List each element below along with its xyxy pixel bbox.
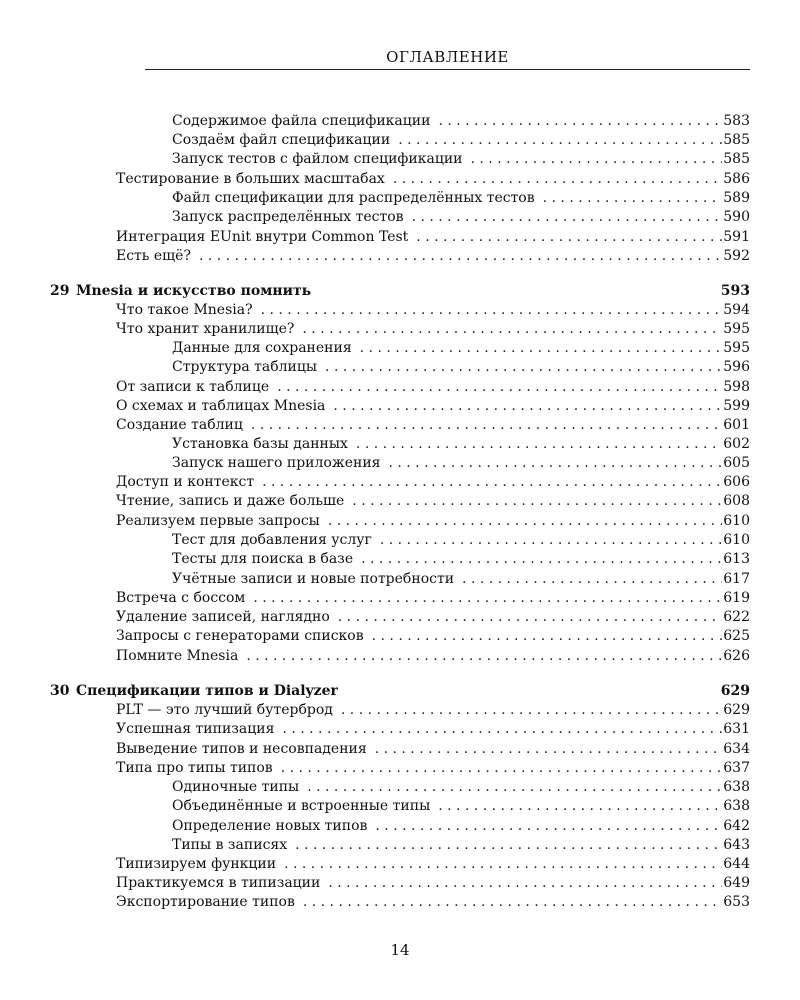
entry-page-number: 591: [723, 229, 750, 245]
dot-leader: [317, 358, 722, 377]
dot-leader: [330, 608, 722, 627]
entry-page-number: 602: [723, 436, 750, 452]
entry-title: Практикуемся в типизации: [116, 875, 321, 891]
entry-page-number: 617: [723, 571, 750, 587]
entry-title: Создание таблиц: [116, 417, 243, 433]
dot-leader: [364, 627, 722, 646]
toc-entry[interactable]: [116, 512, 750, 531]
dot-leader: [352, 339, 722, 358]
running-header: ОГЛАВЛЕНИЕ: [386, 48, 509, 66]
entry-title: Чтение, запись и даже больше: [116, 493, 345, 509]
entry-page-number: 634: [723, 741, 750, 757]
dot-leader: [299, 778, 722, 797]
entry-page-number: 590: [723, 209, 750, 225]
entry-title: Помните Mnesia: [116, 648, 239, 664]
toc-entry[interactable]: [116, 397, 750, 416]
toc-entry[interactable]: [116, 228, 750, 247]
toc-entry[interactable]: [116, 647, 750, 666]
dot-leader: [430, 797, 722, 816]
toc-chapter-entry[interactable]: [50, 682, 750, 701]
toc-entry[interactable]: [172, 339, 750, 358]
entry-title: Что хранит хранилище?: [116, 321, 295, 337]
dot-leader: [320, 874, 722, 893]
dot-leader: [294, 320, 722, 339]
entry-title: Типа про типы типов: [116, 760, 273, 776]
dot-leader: [287, 836, 722, 855]
toc-entry[interactable]: [116, 759, 750, 778]
entry-title: Доступ и контекст: [116, 474, 255, 490]
entry-page-number: 601: [723, 417, 750, 433]
entry-title: Реализуем первые запросы: [116, 513, 320, 529]
toc-entry[interactable]: [116, 492, 750, 511]
dot-leader: [238, 647, 722, 666]
entry-title: Содержимое файла спецификации: [172, 113, 431, 129]
dot-leader: [273, 759, 722, 778]
entry-page-number: 599: [723, 398, 750, 414]
entry-page-number: 595: [723, 340, 750, 356]
dot-leader: [535, 189, 722, 208]
entry-page-number: 649: [723, 875, 750, 891]
entry-title: Тест для добавления услуг: [172, 532, 372, 548]
toc-entry[interactable]: [116, 589, 750, 608]
entry-page-number: 595: [723, 321, 750, 337]
toc-entry[interactable]: [116, 473, 750, 492]
entry-page-number: 653: [723, 894, 750, 910]
dot-leader: [430, 112, 722, 131]
entry-page-number: 644: [723, 856, 750, 872]
toc-entry[interactable]: [116, 301, 750, 320]
entry-page-number: 610: [723, 532, 750, 548]
dot-leader: [253, 301, 722, 320]
toc-entry[interactable]: [116, 320, 750, 339]
entry-page-number: 643: [723, 837, 750, 853]
toc-entry[interactable]: [172, 131, 750, 150]
entry-page-number: 585: [723, 132, 750, 148]
entry-page-number: 594: [723, 302, 750, 318]
chapter-number: 29: [50, 283, 70, 299]
dot-leader: [295, 893, 722, 912]
toc-entry[interactable]: [172, 817, 750, 836]
dot-leader: [372, 531, 722, 550]
toc-entry[interactable]: [116, 416, 750, 435]
toc-entry[interactable]: [172, 189, 750, 208]
entry-page-number: 608: [723, 493, 750, 509]
entry-page-number: 596: [723, 359, 750, 375]
entry-page-number: 626: [723, 648, 750, 664]
toc-entry[interactable]: [172, 531, 750, 550]
entry-page-number: 586: [723, 171, 750, 187]
entry-page-number: 606: [723, 474, 750, 490]
dot-leader: [269, 378, 722, 397]
entry-title: Тестирование в больших масштабах: [116, 171, 385, 187]
entry-title: Запуск нашего приложения: [172, 455, 381, 471]
toc-entry[interactable]: [116, 608, 750, 627]
toc-chapter-entry[interactable]: [50, 282, 750, 301]
toc-entry[interactable]: [172, 150, 750, 169]
entry-page-number: 625: [723, 628, 750, 644]
entry-page-number: 637: [723, 760, 750, 776]
dot-leader: [385, 170, 722, 189]
toc-entry[interactable]: [116, 893, 750, 912]
toc-entry[interactable]: [116, 247, 750, 266]
dot-leader: [254, 473, 722, 492]
toc-entry[interactable]: [172, 358, 750, 377]
toc-entry[interactable]: [172, 208, 750, 227]
dot-leader: [333, 701, 722, 720]
entry-page-number: 629: [720, 683, 750, 699]
toc-entry[interactable]: [172, 797, 750, 816]
entry-title: Установка базы данных: [172, 436, 348, 452]
entry-title: Есть ещё?: [116, 248, 191, 264]
entry-title: Удаление записей, наглядно: [116, 609, 330, 625]
entry-title: О схемах и таблицах Mnesia: [116, 398, 326, 414]
entry-title: Создаём файл спецификации: [172, 132, 391, 148]
entry-page-number: 642: [723, 818, 750, 834]
entry-title: Одиночные типы: [172, 779, 300, 795]
dot-leader: [325, 397, 722, 416]
entry-page-number: 593: [720, 283, 750, 299]
entry-title: Спецификации типов и Dialyzer: [76, 683, 338, 699]
entry-page-number: 619: [723, 590, 750, 606]
entry-page-number: 589: [723, 190, 750, 206]
entry-page-number: 605: [723, 455, 750, 471]
entry-page-number: 610: [723, 513, 750, 529]
entry-title: Типизируем функции: [116, 856, 277, 872]
dot-leader: [276, 855, 722, 874]
toc-entry[interactable]: [172, 435, 750, 454]
dot-leader: [390, 131, 722, 150]
page-number: 14: [390, 941, 410, 959]
chapter-number: 30: [50, 683, 70, 699]
dot-leader: [344, 492, 722, 511]
dot-leader: [454, 570, 722, 589]
dot-leader: [367, 740, 722, 759]
dot-leader: [320, 512, 722, 531]
dot-leader: [243, 416, 722, 435]
toc-entry[interactable]: [172, 836, 750, 855]
entry-title: Интеграция EUnit внутри Common Test: [116, 229, 409, 245]
dot-leader: [348, 435, 722, 454]
toc-entry[interactable]: [116, 170, 750, 189]
entry-title: PLT — это лучший бутерброд: [116, 702, 333, 718]
entry-title: Учётные записи и новые потребности: [172, 571, 455, 587]
entry-title: Экспортирование типов: [116, 894, 295, 910]
entry-page-number: 638: [723, 779, 750, 795]
dot-leader: [353, 550, 722, 569]
dot-leader: [245, 589, 722, 608]
toc-entry[interactable]: [116, 720, 750, 739]
toc-entry[interactable]: [116, 740, 750, 759]
toc-entry[interactable]: [172, 550, 750, 569]
toc-entry[interactable]: [116, 701, 750, 720]
entry-title: Структура таблицы: [172, 359, 318, 375]
entry-page-number: 598: [723, 379, 750, 395]
toc-entry[interactable]: [172, 454, 750, 473]
entry-page-number: 585: [723, 151, 750, 167]
entry-title: Запросы с генераторами списков: [116, 628, 364, 644]
entry-page-number: 631: [723, 721, 750, 737]
entry-title: Определение новых типов: [172, 818, 368, 834]
dot-leader: [380, 454, 722, 473]
toc-entry[interactable]: [172, 778, 750, 797]
entry-page-number: 592: [723, 248, 750, 264]
entry-page-number: 629: [723, 702, 750, 718]
dot-leader: [367, 817, 722, 836]
entry-page-number: 583: [723, 113, 750, 129]
entry-title: Типы в записях: [172, 837, 288, 853]
dot-leader: [191, 247, 722, 266]
toc-entry[interactable]: [172, 112, 750, 131]
dot-leader: [463, 150, 723, 169]
toc-entry[interactable]: [172, 570, 750, 589]
entry-title: Mnesia и искусство помнить: [76, 283, 312, 299]
dot-leader: [404, 208, 722, 227]
entry-title: Успешная типизация: [116, 721, 275, 737]
entry-title: От записи к таблице: [116, 379, 270, 395]
entry-title: Запуск тестов с файлом спецификации: [172, 151, 463, 167]
entry-page-number: 638: [723, 798, 750, 814]
entry-page-number: 622: [723, 609, 750, 625]
entry-page-number: 613: [723, 551, 750, 567]
entry-title: Встреча с боссом: [116, 590, 246, 606]
entry-title: Выведение типов и несовпадения: [116, 741, 367, 757]
dot-leader: [274, 720, 722, 739]
entry-title: Объединённые и встроенные типы: [172, 798, 431, 814]
dot-leader: [408, 228, 722, 247]
entry-title: Запуск распределённых тестов: [172, 209, 404, 225]
toc-entry[interactable]: [116, 855, 750, 874]
entry-title: Тесты для поиска в базе: [172, 551, 354, 567]
entry-title: Файл спецификации для распределённых тестов: [172, 190, 535, 206]
toc-entry[interactable]: [116, 874, 750, 893]
toc-entry[interactable]: [116, 627, 750, 646]
entry-title: Данные для сохранения: [172, 340, 352, 356]
toc-entry[interactable]: [116, 378, 750, 397]
entry-title: Что такое Mnesia?: [116, 302, 253, 318]
